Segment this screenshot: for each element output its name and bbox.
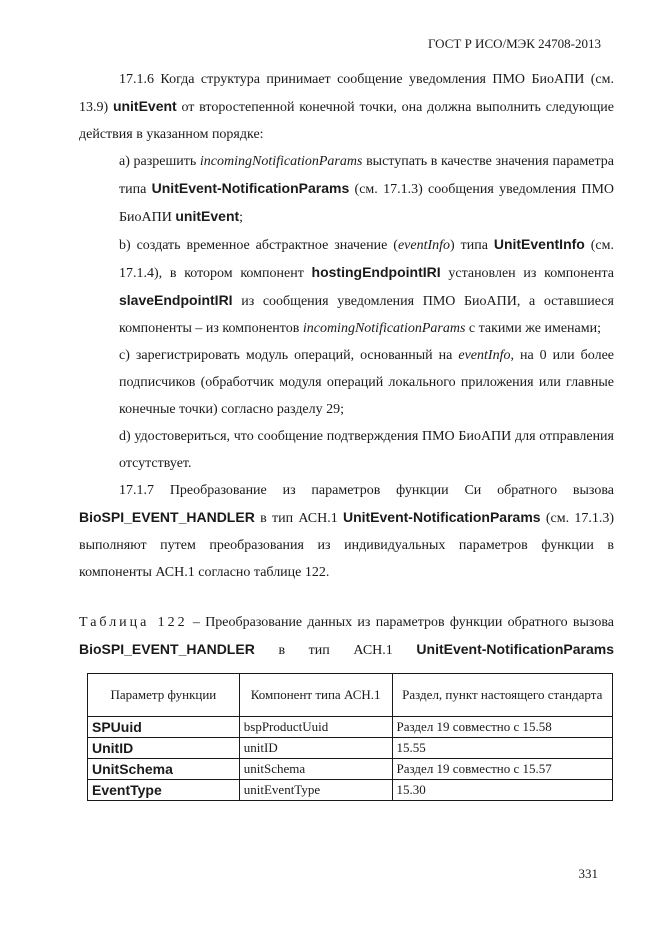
document-header: ГОСТ Р ИСО/МЭК 24708-2013 (427, 36, 601, 51)
table-cell: UnitSchema (88, 759, 240, 780)
table-cell: Раздел 19 совместно с 15.57 (392, 759, 612, 780)
table-cell: SPUuid (88, 717, 240, 738)
table-cell: unitSchema (239, 759, 392, 780)
table-row (88, 759, 613, 780)
document-body (79, 66, 614, 801)
table-cell: EventType (88, 780, 240, 801)
table-cell: UnitID (88, 738, 240, 759)
table-row (88, 738, 613, 759)
conversion-table (87, 673, 613, 801)
list-item-a: а) разрешить incomingNotificationParams выступать в качестве значения параметра типа UnitEvent-NotificationParams (см. 17.1.3) сообщения уведомления ПМО БиоАПИ unitEvent; (119, 154, 615, 225)
table-header-row (88, 674, 613, 717)
paragraph-17-1-6: 17.1.6 Когда структура принимает сообщение уведомления ПМО БиоАПИ (см. 13.9) unitEvent от второстепенной конечной точки, она должна выполнить следующие действия в указанном порядке: (79, 72, 614, 142)
list-item-b: b) создать временное абстрактное значение (eventInfo) типа UnitEventInfo (см. 17.1.4), в котором компонент hostingEndpointIRI установлен из компонента slaveEndpointIRI из сообщения уведомления ПМО БиоАПИ, а оставшиеся компоненты – из компонентов incomingNotificationParams с такими же именами; (119, 236, 614, 336)
table-caption: Таблица 122 – Преобразование данных из параметров функции обратного вызова BioSPI_EVENT_HANDLER в тип АСН.1 UnitEvent-NotificationParams (79, 615, 614, 658)
list-item-c: с) зарегистрировать модуль операций, основанный на eventInfo, на 0 или более подписчиков (обработчик модуля операций локального приложения или главные конечные точки) согласно разделу 29; (119, 348, 615, 417)
table-cell: unitID (239, 738, 392, 759)
table-label: Таблица 122 (79, 615, 188, 630)
table-cell: bspProductUuid (239, 717, 392, 738)
table-row (88, 717, 613, 738)
table-cell: Раздел 19 совместно с 15.58 (392, 717, 612, 738)
table-header-cell: Компонент типа АСН.1 (239, 674, 392, 717)
table-row (88, 780, 613, 801)
paragraph-17-1-7: 17.1.7 Преобразование из параметров функции Си обратного вызова BioSPI_EVENT_HANDLER в тип АСН.1 UnitEvent-NotificationParams (см. 17.1.3) выполняют путем преобразования из индивидуальных параметров функции в компоненты АСН.1 согласно таблице 122. (79, 483, 614, 580)
page-number: 331 (578, 866, 598, 881)
table-cell: unitEventType (239, 780, 392, 801)
table-header-cell: Параметр функции (88, 674, 240, 717)
list-item-d: d) удостовериться, что сообщение подтверждения ПМО БиоАПИ для отправления отсутствует. (119, 429, 614, 471)
table-header-cell: Раздел, пункт настоящего стандарта (392, 674, 612, 717)
table-cell: 15.55 (392, 738, 612, 759)
table-cell: 15.30 (392, 780, 612, 801)
